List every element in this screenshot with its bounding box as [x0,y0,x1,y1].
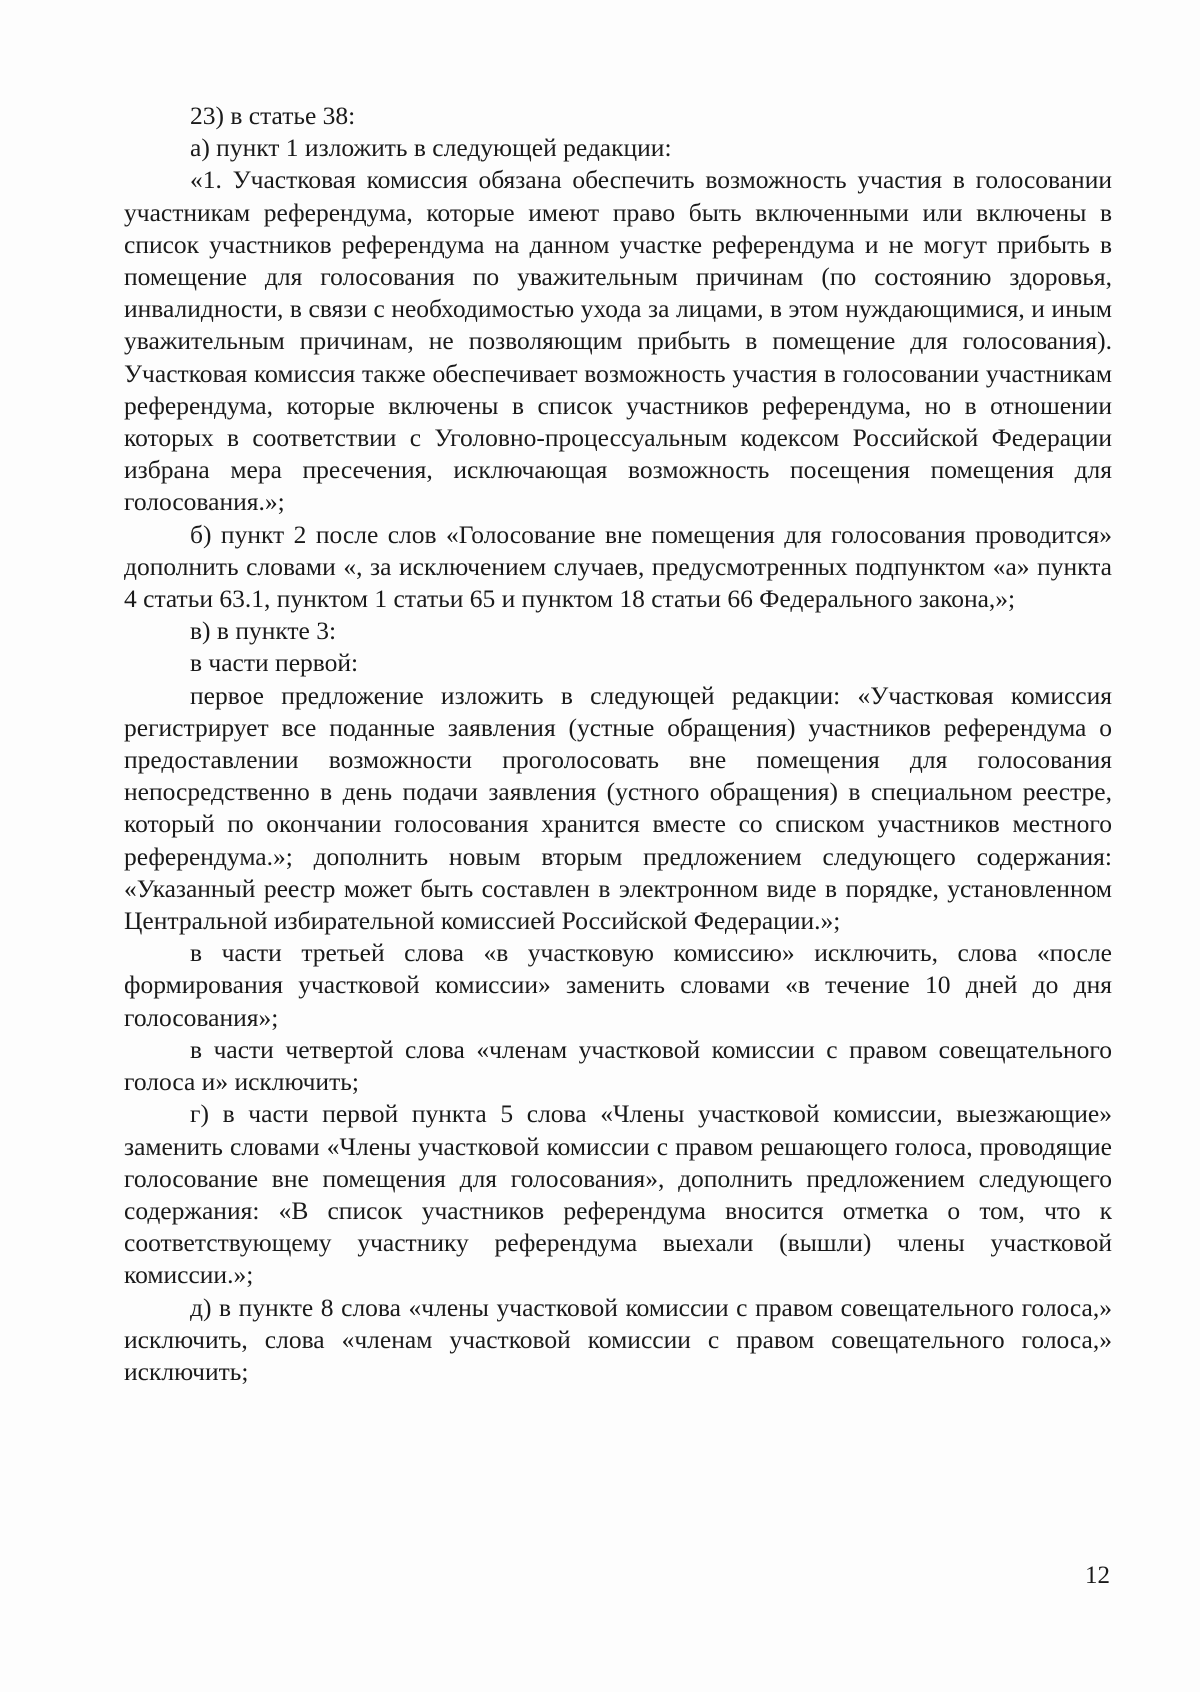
paragraph-point-d: д) в пункте 8 слова «члены участковой комиссии с правом совещательного голоса,» исключить, слова «членам участковой комиссии с правом совещательного голоса,» исключить; [124,1292,1112,1386]
paragraph-point-a: а) пункт 1 изложить в следующей редакции: [190,133,672,163]
paragraph-part-three: в части третьей слова «в участковую комиссию» исключить, слова «после формирования участковой комиссии» заменить словами «в течение 10 дней до дня голосования»; [124,938,1112,1032]
paragraph-point-b: б) пункт 2 после слов «Голосование вне помещения для голосования проводится» дополнить словами «, за исключением случаев, предусмотренных подпунктом «а» пункта 4 статьи 63.1, пунктом 1 статьи 65 и пунктом 18 статьи 66 Федерального закона,»; [124,519,1112,614]
paragraph-point-g: г) в части первой пункта 5 слова «Члены участковой комиссии, выезжающие» заменить словами «Члены участковой комиссии с правом решающего голоса, проводящие голосование вне помещения для голосования», дополнить предложением следующего содержания: «В список участников референдума вносится отметка о том, что к соответствующему участнику референдума выехали (вышли) члены участковой комиссии.»; [124,1099,1112,1290]
paragraph-point-v: в) в пункте 3: [190,616,337,646]
document-body [124,100,1112,1388]
paragraph-article-38: 23) в статье 38: [190,101,356,130]
paragraph-first-sentence: первое предложение изложить в следующей редакции: «Участковая комиссия регистрирует все поданные заявления (устные обращения) участников референдума о предоставлении возможности проголосовать вне помещения для голосования непосредственно в день подачи заявления (устного обращения) в специальном реестре, который по окончании голосования хранится вместе со списком участников местного референдума.»; дополнить новым вторым предложением следующего содержания: «Указанный реестр может быть составлен в электронном виде в порядке, установленном Центральной избирательной комиссией Российской Федерации.»; [124,680,1112,936]
page-number: 12 [1085,1562,1110,1589]
paragraph-point-1-text: «1. Участковая комиссия обязана обеспечить возможность участия в голосовании участникам референдума, которые имеют право быть включенными или включены в список участников референдума на данном участке референдума и не могут прибыть в помещение для голосования по уважительным причинам (по состоянию здоровья, инвалидности, в связи с необходимостью ухода за лицами, в этом нуждающимися, и иным уважительным причинам, не позволяющим прибыть в помещение для голосования). Участковая комиссия также обеспечивает возможность участия в голосовании участникам референдума, которые включены в список участников референдума, но в отношении которых в соответствии с Уголовно-процессуальным кодексом Российской Федерации избрана мера пресечения, исключающая возможность посещения помещения для голосования.»; [124,165,1112,517]
paragraph-part-one: в части первой: [190,648,359,678]
paragraph-part-four: в части четвертой слова «членам участковой комиссии с правом совещательного голоса и» исключить; [124,1034,1112,1097]
